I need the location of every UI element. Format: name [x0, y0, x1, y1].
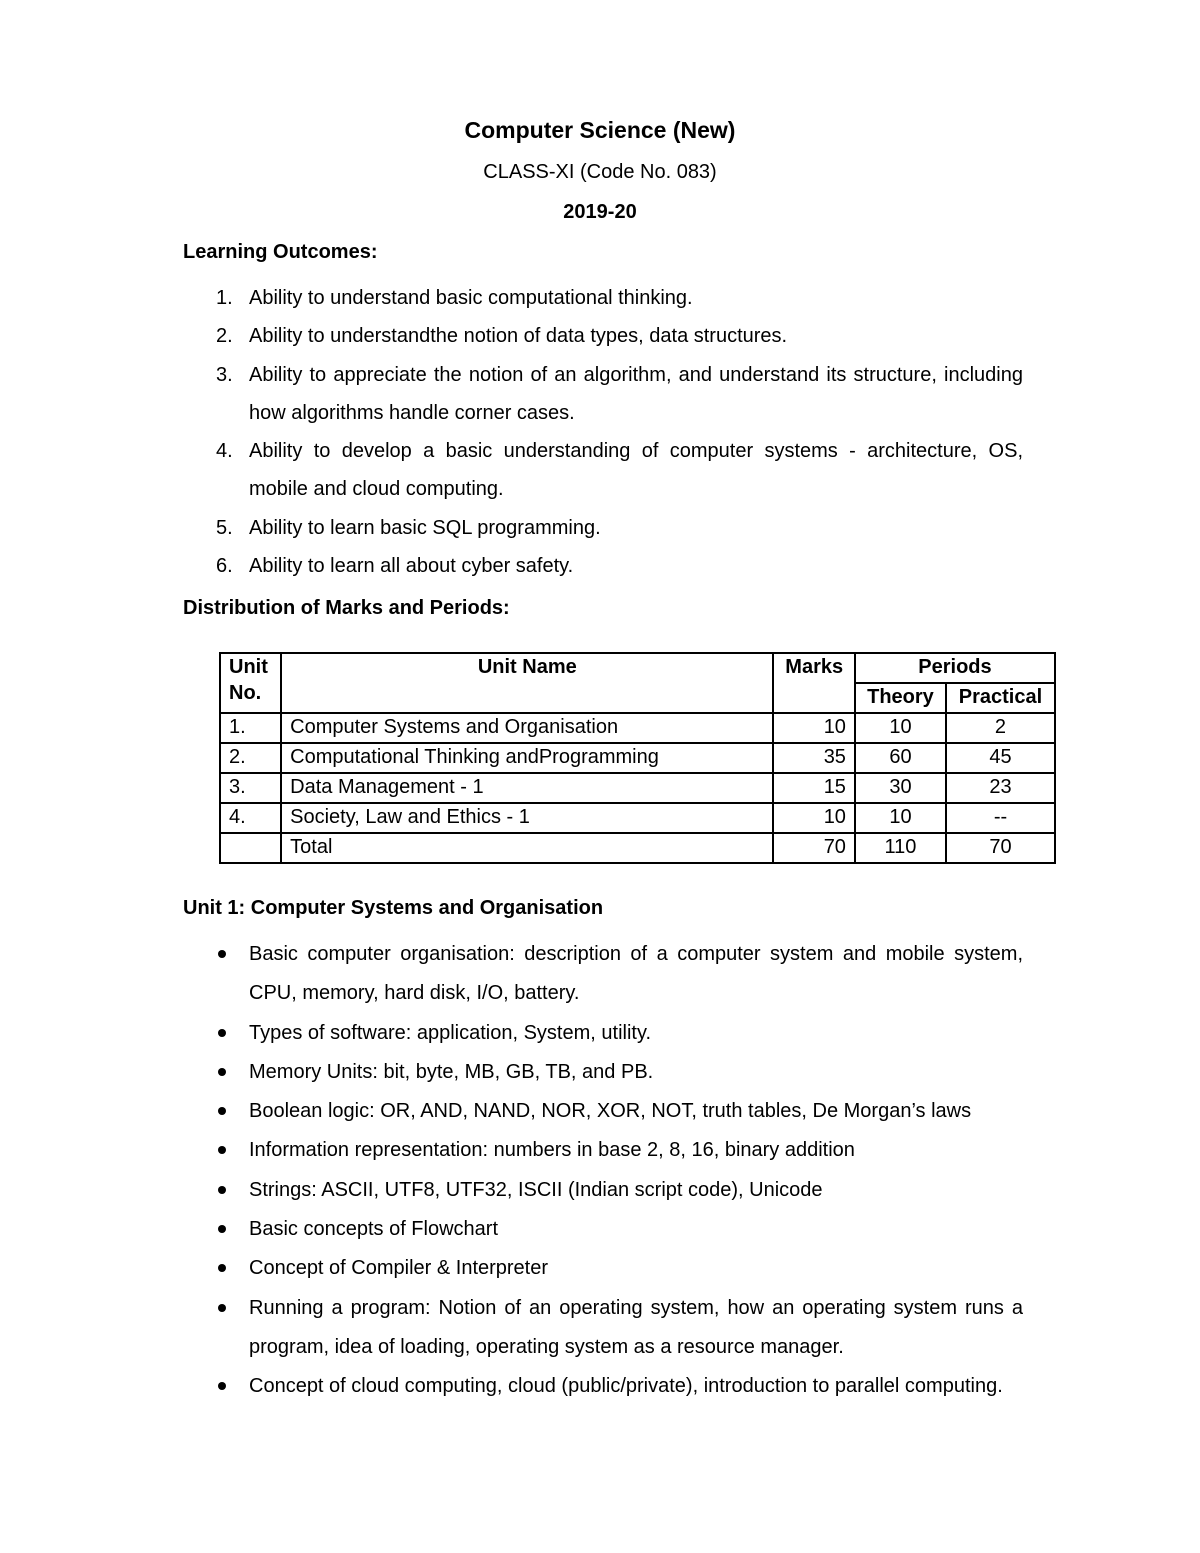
learning-outcomes-list	[183, 279, 1023, 585]
cell-practical: 70	[946, 833, 1055, 863]
list-item-text: Ability to develop a basic understanding of computer systems - architecture, OS, mobile and cloud computing.	[249, 440, 1023, 501]
cell-unit-name: Total	[281, 833, 773, 863]
list-item	[183, 1171, 1023, 1210]
list-item	[183, 356, 1023, 433]
header-periods: Periods	[855, 653, 1055, 683]
table-total-row	[220, 833, 1055, 863]
list-item-text: Memory Units: bit, byte, MB, GB, TB, and PB.	[249, 1060, 654, 1083]
cell-unit-no: 1.	[220, 713, 281, 743]
academic-year: 2019-20	[563, 201, 637, 223]
list-item-text: Running a program: Notion of an operating system, how an operating system runs a program, idea of loading, operating system as a resource manager.	[249, 1296, 1023, 1358]
list-item-text: Concept of Compiler & Interpreter	[249, 1257, 549, 1280]
cell-practical: 2	[946, 713, 1055, 743]
cell-unit-no: 4.	[220, 803, 281, 833]
bullet-icon	[218, 1225, 226, 1233]
cell-practical: --	[946, 803, 1055, 833]
cell-marks: 10	[773, 713, 854, 743]
bullet-icon	[218, 1146, 226, 1154]
list-item-text: Ability to appreciate the notion of an algorithm, and understand its structure, including how algorithms handle corner cases.	[249, 363, 1023, 424]
cell-marks: 10	[773, 803, 854, 833]
table-header-row	[220, 653, 1055, 683]
header-theory: Theory	[855, 683, 946, 713]
marks-periods-table	[219, 652, 1056, 864]
list-item	[183, 509, 1023, 547]
cell-theory: 110	[855, 833, 946, 863]
cell-practical: 23	[946, 773, 1055, 803]
list-item-text: Concept of cloud computing, cloud (public/private), introduction to parallel computing.	[249, 1375, 1003, 1398]
list-item	[183, 1014, 1023, 1053]
list-number: 5.	[216, 516, 233, 539]
list-item	[183, 432, 1023, 509]
list-number: 2.	[216, 325, 233, 348]
list-item-text: Basic concepts of Flowchart	[249, 1218, 498, 1241]
list-item-text: Ability to understandthe notion of data types, data structures.	[249, 325, 788, 348]
list-item	[183, 1210, 1023, 1249]
bullet-icon	[218, 1304, 226, 1312]
list-item	[183, 935, 1023, 1014]
list-item	[183, 1131, 1023, 1170]
table-row	[220, 803, 1055, 833]
table-row	[220, 713, 1055, 743]
list-item	[183, 279, 1023, 317]
bullet-icon	[218, 1264, 226, 1272]
cell-unit-name: Computational Thinking andProgramming	[281, 743, 773, 773]
cell-practical: 45	[946, 743, 1055, 773]
cell-unit-no	[220, 833, 281, 863]
header-unit-no: Unit No.	[220, 653, 281, 713]
list-item	[183, 317, 1023, 355]
list-item-text: Information representation: numbers in base 2, 8, 16, binary addition	[249, 1139, 855, 1162]
cell-theory: 10	[855, 713, 946, 743]
cell-marks: 35	[773, 743, 854, 773]
list-number: 4.	[216, 440, 233, 463]
distribution-heading: Distribution of Marks and Periods:	[183, 597, 510, 619]
bullet-icon	[218, 1029, 226, 1037]
cell-theory: 60	[855, 743, 946, 773]
table-row	[220, 743, 1055, 773]
cell-unit-no: 2.	[220, 743, 281, 773]
list-item	[183, 1092, 1129, 1131]
list-item	[183, 547, 1023, 585]
list-item	[183, 1367, 1023, 1406]
list-item	[183, 1249, 1023, 1288]
list-item-text: Basic computer organisation: description of a computer system and mobile system, CPU, memory, hard disk, I/O, battery.	[249, 943, 1023, 1005]
cell-marks: 15	[773, 773, 854, 803]
bullet-icon	[218, 1382, 226, 1390]
cell-theory: 30	[855, 773, 946, 803]
header-unit-name: Unit Name	[281, 653, 773, 713]
bullet-icon	[218, 1068, 226, 1076]
cell-theory: 10	[855, 803, 946, 833]
list-item-text: Ability to learn basic SQL programming.	[249, 516, 601, 539]
list-item	[183, 1289, 1023, 1368]
list-item-text: Ability to learn all about cyber safety.	[249, 555, 574, 578]
list-number: 3.	[216, 363, 233, 386]
class-code: CLASS-XI (Code No. 083)	[483, 161, 717, 183]
cell-unit-name: Data Management - 1	[281, 773, 773, 803]
list-item	[183, 1053, 1023, 1092]
header-marks: Marks	[773, 653, 854, 713]
list-item-text: Strings: ASCII, UTF8, UTF32, ISCII (Indian script code), Unicode	[249, 1178, 823, 1201]
list-number: 1.	[216, 287, 233, 309]
bullet-icon	[218, 1186, 226, 1194]
cell-unit-no: 3.	[220, 773, 281, 803]
header-practical: Practical	[946, 683, 1055, 713]
list-item-text: Ability to understand basic computational thinking.	[249, 287, 693, 309]
table-row	[220, 773, 1055, 803]
list-number: 6.	[216, 555, 233, 578]
cell-unit-name: Society, Law and Ethics - 1	[281, 803, 773, 833]
bullet-icon	[218, 950, 226, 958]
list-item-text: Types of software: application, System, utility.	[249, 1021, 652, 1044]
document-title: Computer Science (New)	[464, 117, 736, 143]
learning-outcomes-heading: Learning Outcomes:	[183, 241, 378, 263]
cell-unit-name: Computer Systems and Organisation	[281, 713, 773, 743]
cell-marks: 70	[773, 833, 854, 863]
list-item-text: Boolean logic: OR, AND, NAND, NOR, XOR, NOT, truth tables, De Morgan’s laws	[249, 1100, 972, 1123]
unit1-heading: Unit 1: Computer Systems and Organisation	[183, 897, 604, 919]
unit1-topics-list	[183, 935, 1023, 1407]
bullet-icon	[218, 1107, 226, 1115]
